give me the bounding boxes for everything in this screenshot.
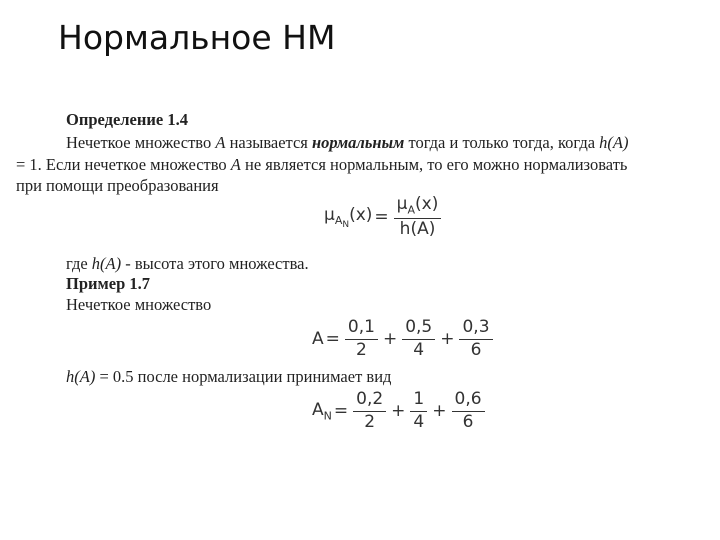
mu-symbol: μ xyxy=(324,204,335,225)
example-text: Нечеткое множество xyxy=(66,295,212,314)
text: не является нормальным, то его можно нормализовать xyxy=(240,155,628,174)
definition-line-3: при помощи преобразования xyxy=(16,176,219,195)
normalization-formula xyxy=(324,195,444,240)
numerator: 0,3 xyxy=(459,318,492,340)
where-line xyxy=(66,254,309,274)
fraction-2 xyxy=(402,318,435,360)
numerator: 0,2 xyxy=(353,390,386,412)
denominator: h(A) xyxy=(399,219,436,240)
arg: (x) xyxy=(415,194,439,214)
sub-a: A xyxy=(334,213,343,227)
text: A xyxy=(215,133,226,152)
denominator: 4 xyxy=(413,339,425,360)
text: h(A) xyxy=(599,133,629,152)
text: где xyxy=(66,254,92,273)
plus: + xyxy=(391,401,406,422)
denominator: 2 xyxy=(356,339,367,360)
lhs xyxy=(324,205,372,231)
text: тогда и только тогда, когда xyxy=(404,133,600,152)
arg: (x) xyxy=(349,204,373,225)
plus: + xyxy=(382,329,398,350)
term-normal: нормальным xyxy=(312,133,405,152)
definition-line-2 xyxy=(16,155,627,175)
fuzzy-set-formula xyxy=(312,318,496,360)
sub-n: N xyxy=(342,220,350,231)
text: h(A) xyxy=(91,254,122,273)
example-heading: Пример 1.7 xyxy=(66,274,151,293)
numerator: 0,5 xyxy=(402,318,435,340)
sub-a: A xyxy=(407,203,416,217)
fraction-2 xyxy=(410,390,427,432)
denominator: 6 xyxy=(470,339,482,360)
numerator: 0,6 xyxy=(452,390,485,412)
text: = 0.5 после нормализации принимает вид xyxy=(95,367,392,386)
fraction-1 xyxy=(353,390,386,432)
numerator: 0,1 xyxy=(345,318,378,340)
definition-line-1 xyxy=(66,133,629,153)
denominator: 6 xyxy=(462,411,474,432)
text: - высота этого множества. xyxy=(121,254,309,273)
sub-n: N xyxy=(323,409,332,423)
plus: + xyxy=(432,401,447,422)
denominator: 4 xyxy=(413,411,425,432)
fraction-1 xyxy=(345,318,378,360)
definition-heading: Определение 1.4 xyxy=(66,110,188,129)
text: h(A) xyxy=(66,367,96,386)
plus: + xyxy=(440,329,455,350)
lhs: A xyxy=(312,329,324,350)
numerator xyxy=(394,195,442,219)
slide-title: Нормальное НМ xyxy=(58,18,336,57)
text: называется xyxy=(225,133,313,152)
fraction-3 xyxy=(459,318,492,360)
lhs-a: A xyxy=(312,399,324,420)
lhs xyxy=(312,400,332,422)
after-normalization-line xyxy=(66,367,391,387)
normalized-set-formula xyxy=(312,390,488,432)
equals: = xyxy=(333,401,349,422)
fraction-3 xyxy=(452,390,485,432)
equals: = xyxy=(374,207,389,228)
text: Нечеткое множество xyxy=(66,133,216,152)
text: = 1. Если нечеткое множество xyxy=(16,155,231,174)
denominator: 2 xyxy=(364,411,376,432)
fraction xyxy=(394,195,442,240)
numerator: 1 xyxy=(410,390,427,412)
mu-symbol: μ xyxy=(396,194,408,214)
equals: = xyxy=(325,329,340,350)
text: A xyxy=(230,155,241,174)
